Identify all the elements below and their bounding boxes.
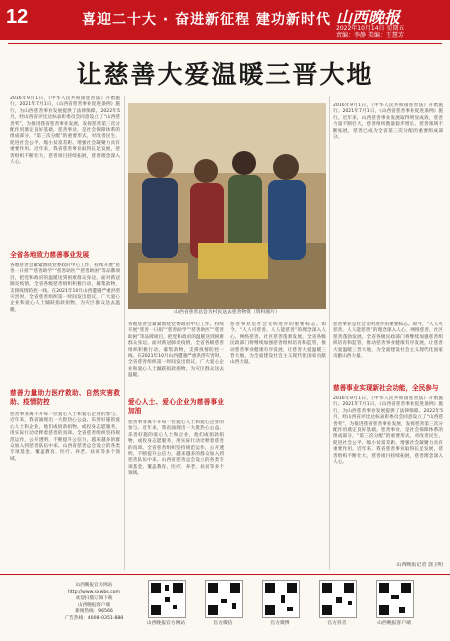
- article-paragraph: 各地慈善会紧紧围绕党委政府中心工作，持续开展“慈善一日捐”“慈善助学”“慈善助医”“慈善助困”等品牌项目，把党和政府的温暖送到困难群众身边。面对新冠肺炎疫情，全省各级慈善组织积极行动，募集款物，支援疫情防控一线。在2021年10月山西遭遇严重洪涝灾害时，全省慈善组织第一时间发出倡议，广大爱心企业和爱心人士踊跃捐款捐物，为灾区群众送去温暖。: [10, 263, 120, 313]
- qr-pattern-icon: [320, 581, 356, 617]
- qr-code-icon[interactable]: [148, 580, 186, 618]
- page-banner: [0, 0, 450, 40]
- qr-label: 山西晚报官方网站: [146, 621, 186, 626]
- photo-illustration: [128, 103, 326, 309]
- article-photo: [128, 103, 326, 309]
- article-paragraph: 慈善事业是社会文明进步的重要标志。如今，“人人可慈善、人人能慈善”的理念深入人心，网络慈善、社区慈善蓬勃发展。全省各级民政部门将继续加强慈善组织培育和监管，推动慈善事业健康有序发展，让慈善大爱温暖三晋大地，为全面建设社会主义现代化国家贡献山西力量。: [230, 322, 326, 366]
- footer-hotline: 新闻热线：96566: [75, 609, 113, 615]
- footer-line: 欢迎扫描订阅下载: [75, 596, 113, 602]
- section-heading-4: 慈善事业实现新社会功能，全民参与: [333, 384, 439, 392]
- footer-line: 山西晚报官方网站: [75, 583, 113, 588]
- article-column-1: [10, 96, 120, 246]
- article-paragraph: 各地慈善会紧紧围绕党委政府中心工作，持续开展“慈善一日捐”“慈善助学”“慈善助医”“慈善助困”等品牌项目，把党和政府的温暖送到困难群众身边。面对新冠肺炎疫情，全省各级慈善组织积极行动，募集款物，支援疫情防控一线。在2021年10月山西遭遇严重洪涝灾害时，全省慈善组织第一时间发出倡议，广大爱心企业和爱心人士踊跃捐款捐物，为灾区群众送去温暖。: [128, 322, 224, 379]
- footer-website-link[interactable]: http://www.sxwbs.com: [68, 589, 120, 595]
- article-paragraph: 慈善事业是社会文明进步的重要标志。如今，“人人可慈善、人人能慈善”的理念深入人心，网络慈善、社区慈善蓬勃发展。全省各级民政部门将继续加强慈善组织培育和监管，推动慈善事业健康有序发展，让慈善大爱温暖三晋大地，为全面建设社会主义现代化国家贡献山西力量。: [333, 322, 443, 360]
- newspaper-logo: 山西晚报: [336, 8, 401, 27]
- qr-code-icon[interactable]: [262, 580, 300, 618]
- article-paragraph: 慈善事业离不开每一位爱心人士和爱心企业的参与。近年来，我省涌现出一大批热心公益、乐善好施的爱心人士和企业，他们或捐款捐物，或投身志愿服务，用实际行动诠释着慈善的真谛。全省慈善组织坚持规范运作，公开透明，不断提升公信力，越来越多的群众加入到慈善队伍中来。山西省慈善总会设立的各类专项基金，覆盖教育、医疗、养老、扶贫等多个领域。: [10, 412, 120, 462]
- banner-title: 喜迎二十大 · 奋进新征程 建功新时代: [82, 12, 331, 28]
- qr-label: 官方微信: [213, 621, 233, 626]
- qr-label: 官方抖音: [327, 621, 347, 626]
- article-paragraph: 2016年9月1日，《中华人民共和国慈善法》开始施行。2021年7月1日，《山西省慈善事业促进条例》施行，为山西慈善事业发展提供了法律保障。2022年5月，经山西省评比达标表彰委员会同意设立了“山西慈善奖”，为推进我省慈善事业发展，发挥慈善第三次分配作用奠定良好基础。慈善事业，是社会保障体系的组成部分，“第三次分配”的重要形式，对改善民生、促进社会公平、缩小贫富差距、增强社会凝聚力具有重要作用。近年来，我省慈善事业取得长足发展，慈善组织不断壮大，慈善项目持续拓展，慈善理念深入人心。: [333, 396, 443, 466]
- qr-pattern-icon: [263, 581, 299, 617]
- qr-pattern-icon: [149, 581, 185, 617]
- issue-date: 2022年10月14日 星期五: [336, 25, 405, 32]
- article-paragraph: 慈善事业离不开每一位爱心人士和爱心企业的参与。近年来，我省涌现出一大批热心公益、乐善好施的爱心人士和企业，他们或捐款捐物，或投身志愿服务，用实际行动诠释着慈善的真谛。全省慈善组织坚持规范运作，公开透明，不断提升公信力，越来越多的群众加入到慈善队伍中来。山西省慈善总会设立的各类专项基金，覆盖教育、医疗、养老、扶贫等多个领域。: [128, 420, 224, 477]
- qr-label: 官方微博: [270, 621, 290, 626]
- issue-editors: 责编：李静 美编：王慧芳: [336, 32, 404, 39]
- article-intro: 2016年9月1日，《中华人民共和国慈善法》开始施行。2021年7月1日，《山西省慈善事业促进条例》施行，为山西慈善事业发展提供了法律保障。2022年5月，经山西省评比达标表彰委员会同意设立了“山西慈善奖”，为推进我省慈善事业发展，发挥慈善第三次分配作用奠定良好基础。慈善事业，是社会保障体系的组成部分，“第三次分配”的重要形式，对改善民生、促进社会公平、缩小贫富差距、增强社会凝聚力具有重要作用。近年来，我省慈善事业取得长足发展，慈善组织不断壮大，慈善项目持续拓展，慈善理念深入人心。: [10, 96, 120, 166]
- qr-pattern-icon: [206, 581, 242, 617]
- issue-meta: [336, 25, 404, 39]
- page-number: 12: [6, 6, 29, 28]
- article-headline: 让慈善大爱温暖三晋大地: [76, 60, 374, 89]
- column-divider: [124, 96, 125, 570]
- qr-code-icon[interactable]: [376, 580, 414, 618]
- footer-line: 山西晚报客户端: [77, 602, 111, 608]
- qr-pattern-icon: [377, 581, 413, 617]
- qr-code-icon[interactable]: [205, 580, 243, 618]
- qr-code-icon[interactable]: [319, 580, 357, 618]
- photo-caption: 山西省慈善总会为村民送去慈善物资（资料图片）: [174, 310, 280, 315]
- section-heading-3: 爱心人士、爱心企业为慈善事业加油: [128, 398, 224, 415]
- section-heading-1: 全省各地致力慈善事业发展: [10, 251, 90, 259]
- author-signature: 山西晚报记者 郭卫明: [396, 562, 443, 568]
- footer-info: [48, 583, 140, 623]
- footer-ad-line: 广告热线：4008-0351-888: [64, 615, 124, 621]
- column-divider: [329, 96, 330, 570]
- divider: [8, 43, 442, 44]
- section-heading-2: 慈善力量助力医疗救助、自然灾害救助、疫情防控: [10, 389, 120, 406]
- qr-label: 山西晚报客户端: [377, 621, 411, 626]
- article-intro-side: 2016年9月1日，《中华人民共和国慈善法》开始施行。2021年7月1日，《山西省慈善事业促进条例》施行。近年来，山西慈善事业发展取得明显成效，慈善力量不断壮大，慈善组织数量稳步增长，慈善领域不断拓展，慈善已成为全省第三次分配的重要组成部分。: [333, 103, 443, 141]
